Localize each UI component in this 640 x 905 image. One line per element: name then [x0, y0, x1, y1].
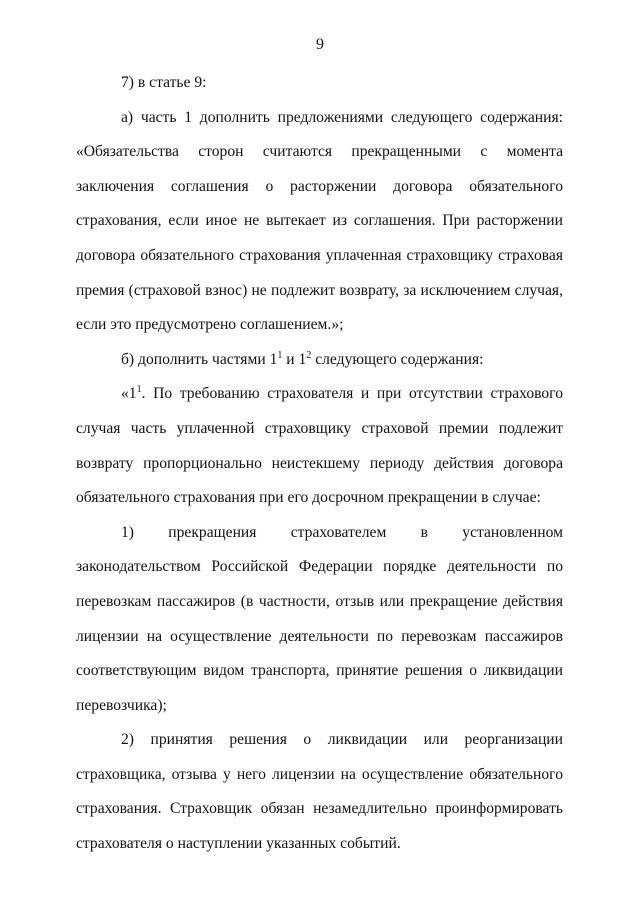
text-run: б) дополнить частями 1 — [121, 350, 278, 368]
paragraph-item-a: а) часть 1 дополнить предложениями следующего содержания: «Обязательства сторон считаются прекращенными с момента заключения соглашения о расторжении договора обязательного страхования, если иное не вытекает из соглашения. При расторжении договора обязательного страхования уплаченная страховщику страховая премия (страховой взнос) не подлежит возврату, за исключением случая, если это предусмотрено соглашением.»; — [76, 108, 563, 334]
superscript: 1 — [136, 384, 142, 396]
paragraph-part-1-1 — [76, 377, 563, 515]
paragraph-article-9-heading: 7) в статье 9: — [121, 74, 207, 91]
text-run: . По требованию страхователя и при отсутствии страхового случая часть уплаченной страховщику страховой премии подлежит возврату пропорционально неистекшему периоду действия договора обязательного страхования при его досрочном прекращении в случае: — [76, 385, 563, 507]
document-body — [76, 66, 563, 862]
text-run: «1 — [121, 385, 137, 403]
page-number: 9 — [316, 36, 324, 53]
paragraph-item-b — [76, 343, 563, 378]
superscript: 1 — [277, 349, 283, 361]
text-run: следующего содержания: — [311, 350, 484, 368]
text-run: и 1 — [282, 350, 307, 368]
paragraph-subitem-1: 1) прекращения страхователем в установленном законодательством Российской Федерации порядке деятельности по перевозкам пассажиров (в частности, отзыв или прекращение действия лицензии на осуществление деятельности по перевозкам пассажиров соответствующим видом транспорта, принятие решения о ликвидации перевозчика); — [76, 523, 563, 714]
superscript: 2 — [306, 349, 312, 361]
paragraph-subitem-2: 2) принятия решения о ликвидации или реорганизации страховщика, отзыва у него лицензии на осуществление обязательного страхования. Страховщик обязан незамедлительно проинформировать страхователя о наступлении указанных событий. — [76, 731, 563, 853]
